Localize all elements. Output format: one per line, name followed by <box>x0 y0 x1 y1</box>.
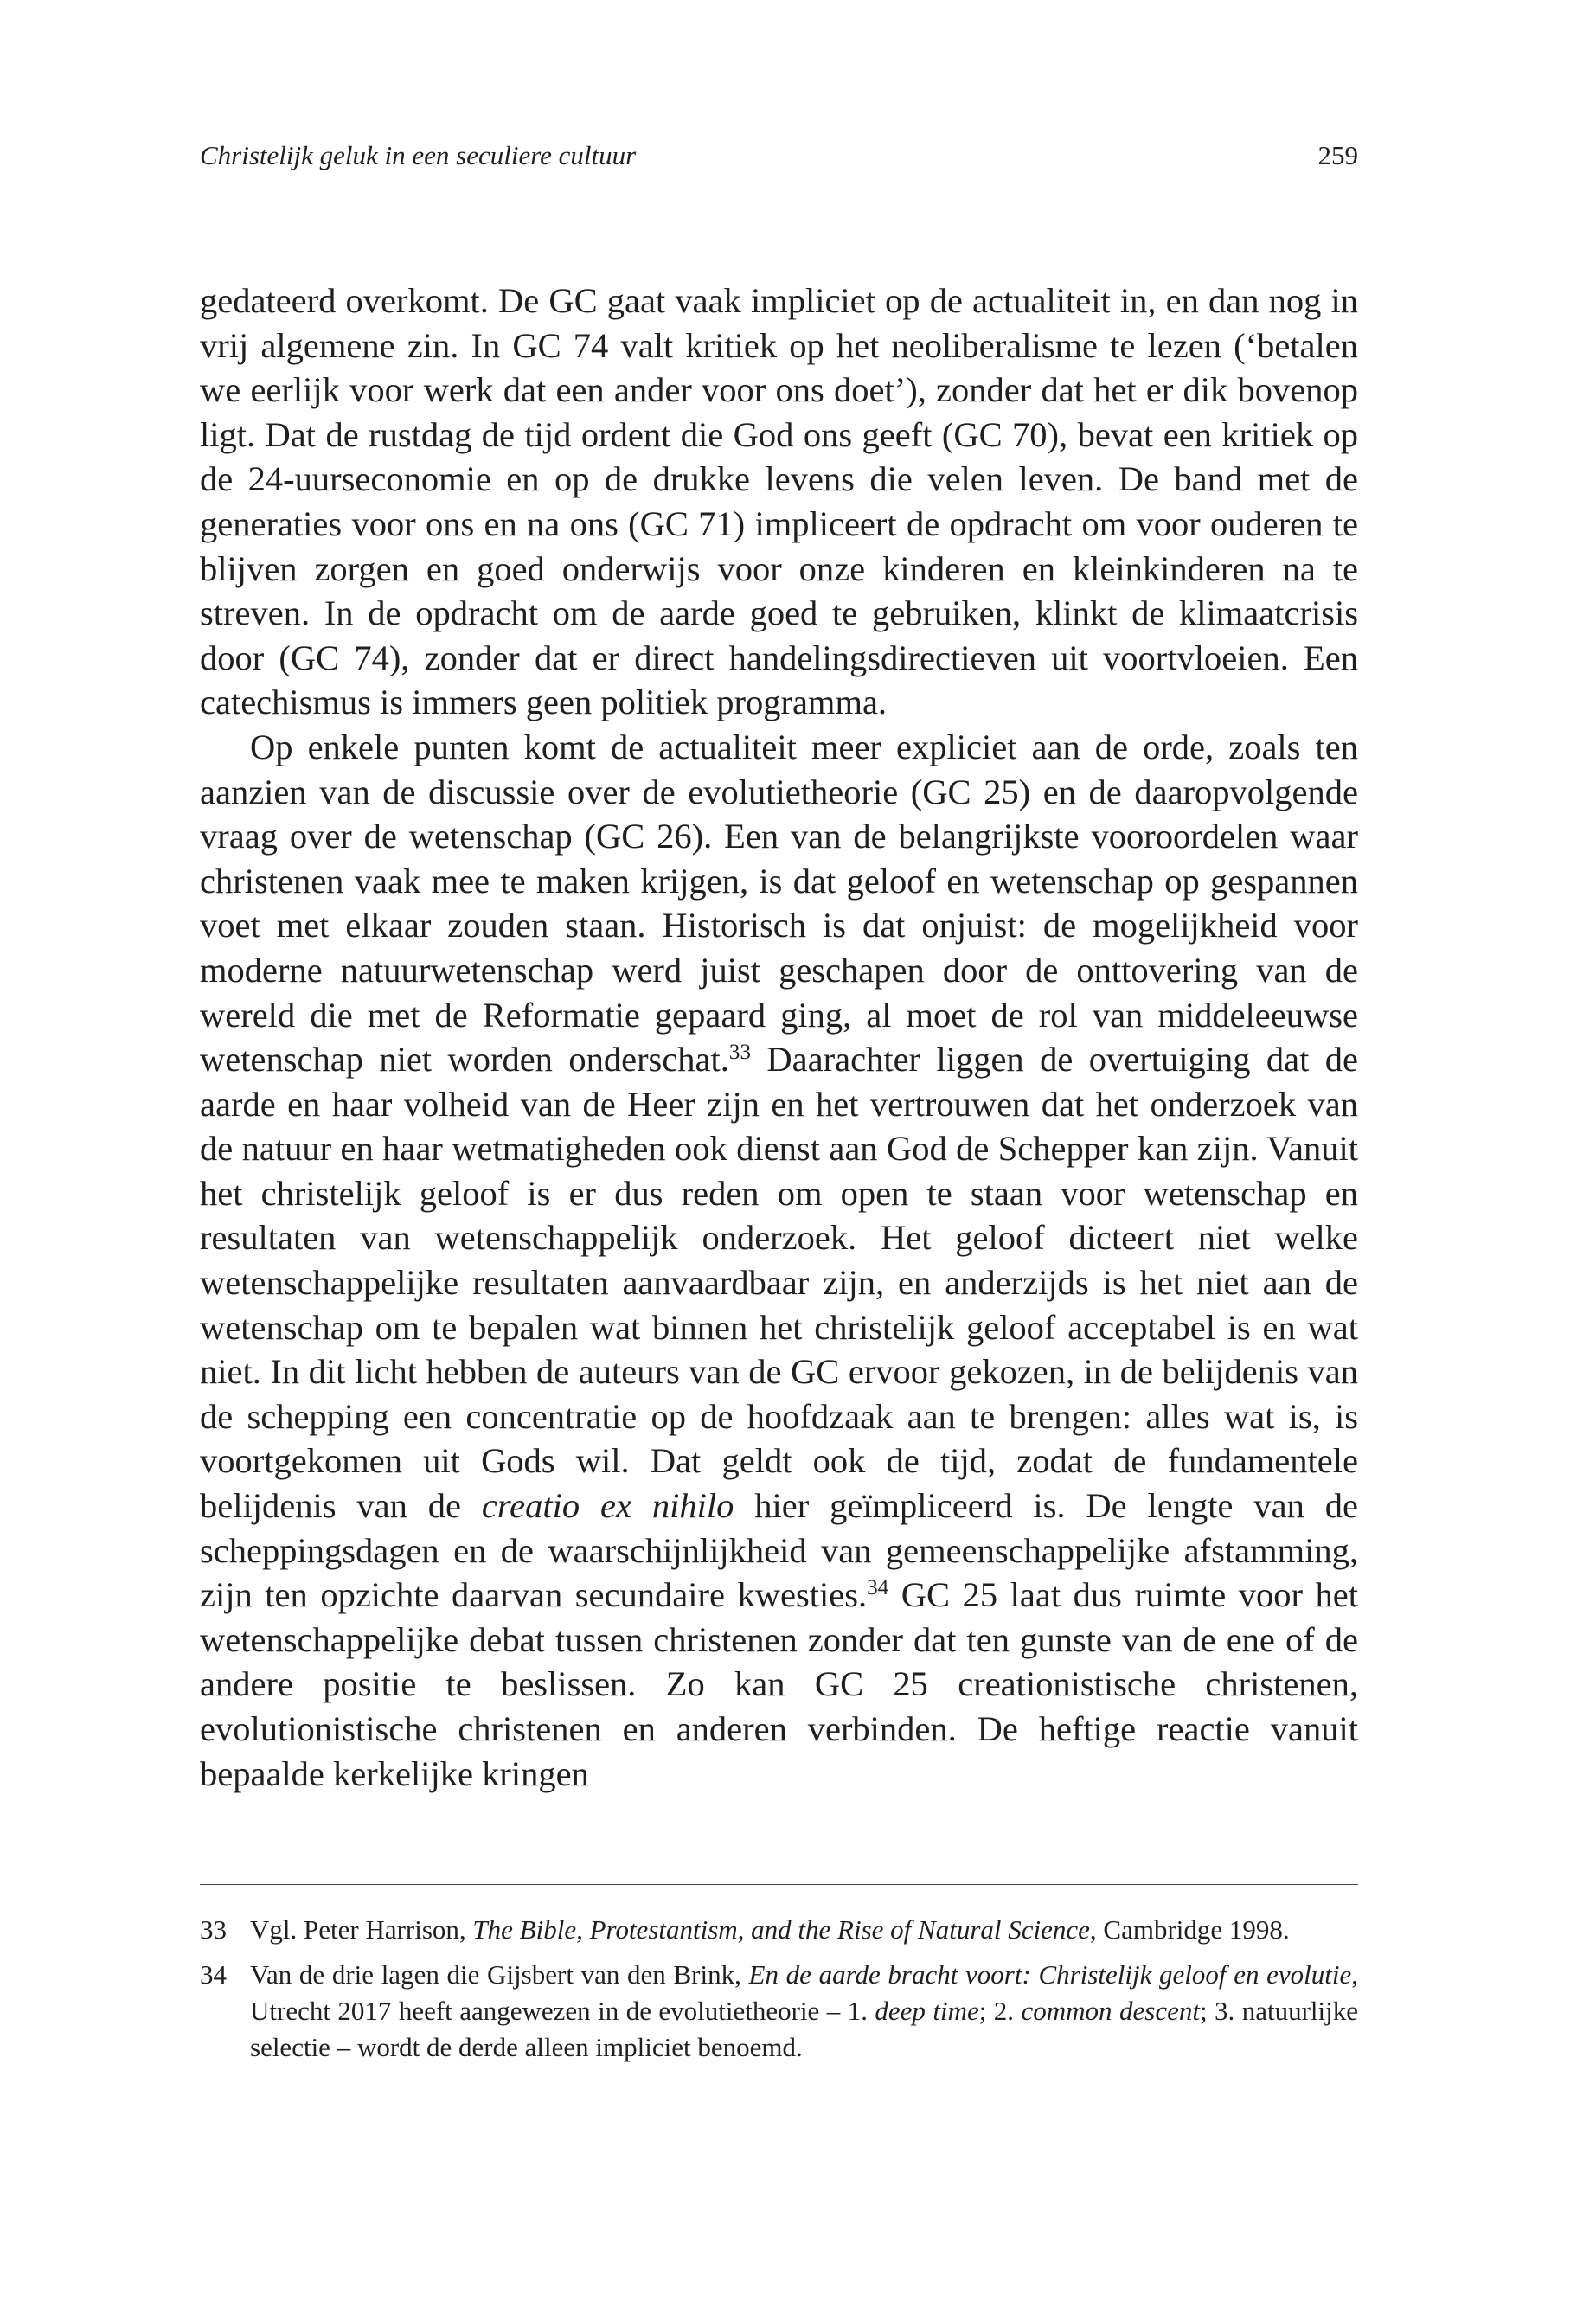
page-number: 259 <box>1317 140 1358 170</box>
text-run: Op enkele punten komt de actualiteit meer expliciet aan de orde, zoals ten aanzien van de discussie over de evolutietheorie (GC 25) en de daaropvolgende vraag over de wetenschap (GC 26). Een van de belangrijkste vooroordelen waar christenen vaak mee te maken krijgen, is dat geloof en wetenschap op gespannen voet met elkaar zouden staan. Historisch is dat onjuist: de mogelijkheid voor moderne natuurwetenschap werd juist geschapen door de onttovering van de wereld die met de Reformatie gepaard ging, al moet de rol van middeleeuwse wetenschap niet worden onderschat. <box>200 727 1358 1080</box>
text-run: Van de drie lagen die Gijsbert van den Brink, <box>250 1959 749 1990</box>
text-run: , Cambridge 1998. <box>1089 1914 1290 1945</box>
italic-text: creatio ex nihilo <box>481 1486 734 1526</box>
text-run: , Utrecht 2017 heeft aangewezen in de evolutietheorie – 1. <box>250 1959 1359 2026</box>
footnote-number: 34 <box>200 1959 227 1990</box>
text-run: Daarachter liggen de overtuiging dat de aarde en haar volheid van de Heer zijn en het vertrouwen dat het onderzoek van de natuur en haar wetmatigheden ook dienst aan God de Schepper kan zijn. Vanuit het christelijk geloof is er dus reden om open te staan voor wetenschap en resultaten van wetenschappelijk onderzoek. Het geloof dicteert niet welke wetenschappelijke resultaten aanvaardbaar zijn, en anderzijds is het niet aan de wetenschap om te bepalen wat binnen het christelijk geloof acceptabel is en wat niet. In dit licht hebben de auteurs van de GC ervoor gekozen, in de belijdenis van de schepping een concentratie op de hoofdzaak aan te brengen: alles wat is, is voortgekomen uit Gods wil. Dat geldt ook de tijd, zodat de fundamentele belijdenis van de <box>200 1040 1358 1526</box>
text-run: ; 3. natuurlijke selectie – wordt de derde alleen impliciet benoemd. <box>250 1996 1358 2062</box>
footnote-reference: 34 <box>867 1576 889 1600</box>
footnote <box>200 1957 1358 2066</box>
text-run: gedateerd overkomt. De GC gaat vaak impliciet op de actualiteit in, en dan nog in vrij algemene zin. In GC 74 valt kritiek op het neoliberalisme te lezen (‘betalen we eerlijk voor werk dat een ander voor ons doet’), zonder dat het er dik bovenop ligt. Dat de rustdag de tijd ordent die God ons geeft (GC 70), bevat een kritiek op de 24-uurseconomie en op de drukke levens die velen leven. De band met de generaties voor ons en na ons (GC 71) impliceert de opdracht om voor ouderen te blijven zorgen en goed onderwijs voor onze kinderen en kleinkinderen na te streven. In de opdracht om de aarde goed te gebruiken, klinkt de klimaatcrisis door (GC 74), zonder dat er direct handelingsdirectieven uit voortvloeien. Een catechismus is immers geen politiek programma. <box>200 281 1358 722</box>
italic-text: deep time <box>875 1996 979 2026</box>
footnote-divider <box>200 1884 1358 1885</box>
running-title: Christelijk geluk in een seculiere cultuur <box>200 140 637 170</box>
italic-text: En de aarde bracht voort: Christelijk geloof en evolutie <box>748 1959 1352 1990</box>
footnote <box>200 1912 1358 1948</box>
footnote-number: 33 <box>200 1914 227 1945</box>
paragraph <box>200 279 1358 725</box>
text-run: hier geïmpliceerd is. De lengte van de scheppingsdagen en de waarschijnlijkheid van gemeenschappelijke afstamming, zijn ten opzichte daarvan secundaire kwesties. <box>200 1486 1358 1615</box>
text-run: ; 2. <box>978 1996 1022 2026</box>
italic-text: The Bible, Protestantism, and the Rise of Natural Science <box>472 1914 1090 1945</box>
text-run: GC 25 laat dus ruimte voor het wetenschappelijke debat tussen christenen zonder dat ten gunste van de ene of de andere positie te beslissen. Zo kan GC 25 creationistische christenen, evolutionistische christenen en anderen verbinden. De heftige reactie vanuit bepaalde kerkelijke kringen <box>200 1575 1358 1793</box>
italic-text: common descent <box>1021 1996 1200 2026</box>
paragraph <box>200 725 1358 1796</box>
footnote-text <box>250 1957 1358 2066</box>
footnote-text <box>250 1912 1358 1948</box>
body-text <box>200 279 1358 1796</box>
footnote-reference: 33 <box>728 1041 752 1065</box>
text-run: Vgl. Peter Harrison, <box>250 1914 473 1945</box>
footnotes <box>200 1912 1358 2074</box>
running-header <box>200 138 1358 173</box>
